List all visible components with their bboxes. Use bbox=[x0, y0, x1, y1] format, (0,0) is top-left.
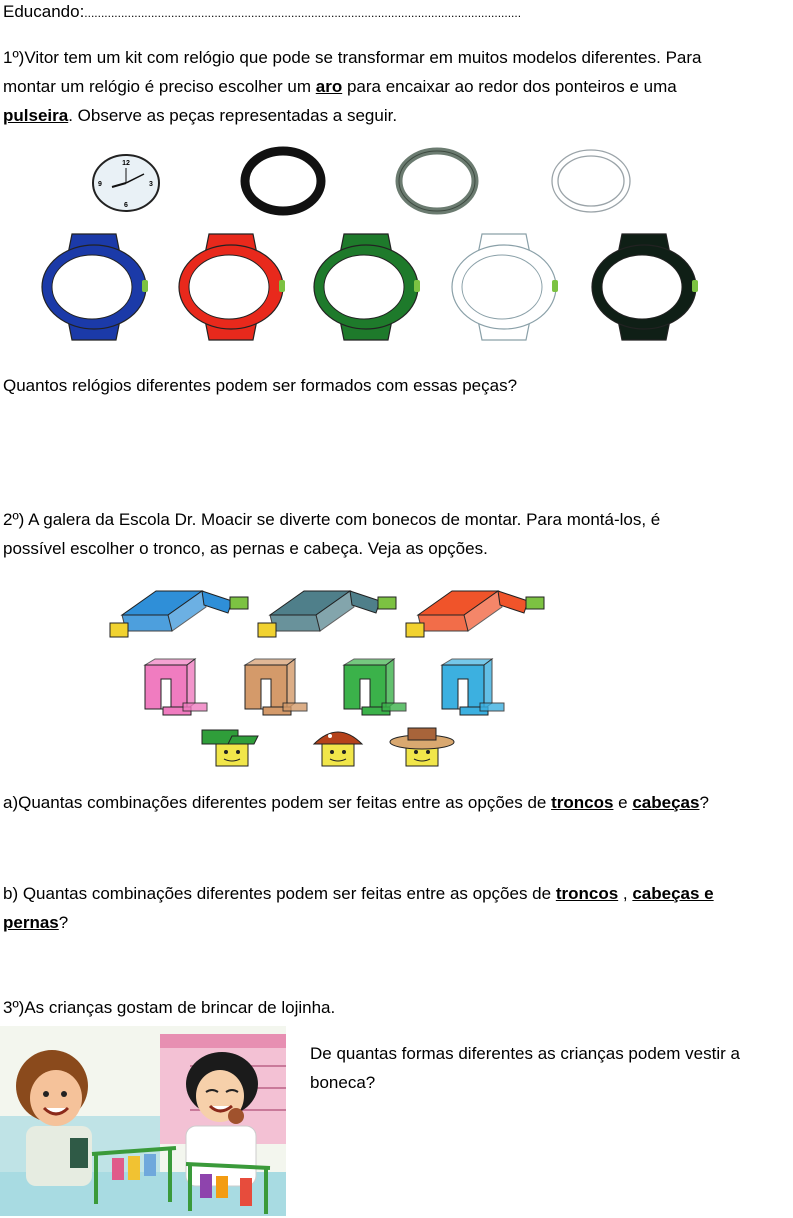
q2-line2: possível escolher o tronco, as pernas e cabeça. Veja as opções. bbox=[3, 539, 488, 558]
q2b-line2 bbox=[3, 908, 788, 937]
leg-option-4-image bbox=[440, 657, 508, 719]
q2-line1: 2º) A galera da Escola Dr. Moacir se diverte com bonecos de montar. Para montá-los, é bbox=[3, 510, 661, 529]
q3-question-line2: boneca? bbox=[310, 1073, 376, 1092]
clock-number-3: 3 bbox=[149, 181, 153, 188]
student-name-blank: ................................................................................................................................... bbox=[84, 6, 522, 20]
torso-option-1-image bbox=[108, 583, 258, 645]
q1-question: Quantos relógios diferentes podem ser formados com essas peças? bbox=[3, 376, 518, 395]
ring-black-image bbox=[240, 146, 326, 216]
q2-question-b bbox=[3, 879, 788, 937]
leg-option-3-image bbox=[342, 657, 410, 719]
q2a-text-end: ? bbox=[699, 793, 709, 812]
q1-line3 bbox=[3, 101, 788, 130]
q2b-text-mid: , bbox=[618, 884, 633, 903]
ring-transparent-image bbox=[548, 146, 634, 216]
leg-option-2-image bbox=[243, 657, 311, 719]
q3-question bbox=[310, 1039, 785, 1097]
ring-gray-image bbox=[394, 146, 480, 216]
q2b-text: b) Quantas combinações diferentes podem ser feitas entre as opções de bbox=[3, 884, 556, 903]
student-label: Educando: bbox=[3, 2, 85, 21]
clock-face-image bbox=[90, 152, 162, 214]
clock-number-12: 12 bbox=[122, 160, 130, 167]
q1-line1: 1º)Vitor tem um kit com relógio que pode se transformar em muitos modelos diferentes. Para bbox=[3, 48, 702, 67]
student-name-line bbox=[3, 2, 521, 22]
leg-option-1-image bbox=[143, 657, 211, 719]
head-option-2-image bbox=[304, 724, 384, 770]
clock-number-9: 9 bbox=[98, 181, 102, 188]
torso-option-2-image bbox=[256, 583, 406, 645]
q1-keyword-aro: aro bbox=[315, 77, 343, 96]
q2b-line1 bbox=[3, 879, 788, 908]
q2a-keyword-cabecas: cabeças bbox=[632, 793, 700, 812]
q2a-text: a)Quantas combinações diferentes podem ser feitas entre as opções de bbox=[3, 793, 552, 812]
clock-number-6: 6 bbox=[124, 202, 128, 209]
kids-shop-illustration bbox=[0, 1026, 286, 1216]
q2-statement bbox=[3, 505, 788, 563]
q2a-keyword-troncos: troncos bbox=[551, 793, 614, 812]
watch-strap-1-image bbox=[38, 230, 150, 344]
watch-strap-4-image bbox=[448, 230, 560, 344]
q2b-keyword-troncos: troncos bbox=[555, 884, 619, 903]
q1-line2-post: para encaixar ao redor dos ponteiros e uma bbox=[342, 77, 677, 96]
q1-statement bbox=[3, 43, 788, 130]
watch-strap-5-image bbox=[588, 230, 700, 344]
head-option-3-image bbox=[388, 724, 468, 770]
q1-line2 bbox=[3, 72, 788, 101]
q1-line2-pre: montar um relógio é preciso escolher um bbox=[3, 77, 316, 96]
q2b-keyword-cabecas: cabeças e bbox=[632, 884, 714, 903]
watch-strap-2-image bbox=[175, 230, 287, 344]
q2a-text-mid: e bbox=[613, 793, 633, 812]
watch-strap-3-image bbox=[310, 230, 422, 344]
q1-keyword-pulseira: pulseira bbox=[3, 106, 69, 125]
q1-line3-post: . Observe as peças representadas a seguir. bbox=[68, 106, 398, 125]
q3-question-line1: De quantas formas diferentes as crianças podem vestir a bbox=[310, 1044, 740, 1063]
head-option-1-image bbox=[198, 724, 278, 770]
q3-statement: 3º)As crianças gostam de brincar de lojinha. bbox=[3, 998, 336, 1017]
torso-option-3-image bbox=[404, 583, 554, 645]
q2-question-a bbox=[3, 793, 709, 813]
q2b-keyword-pernas: pernas bbox=[3, 913, 59, 932]
q2b-text-end: ? bbox=[58, 913, 69, 932]
